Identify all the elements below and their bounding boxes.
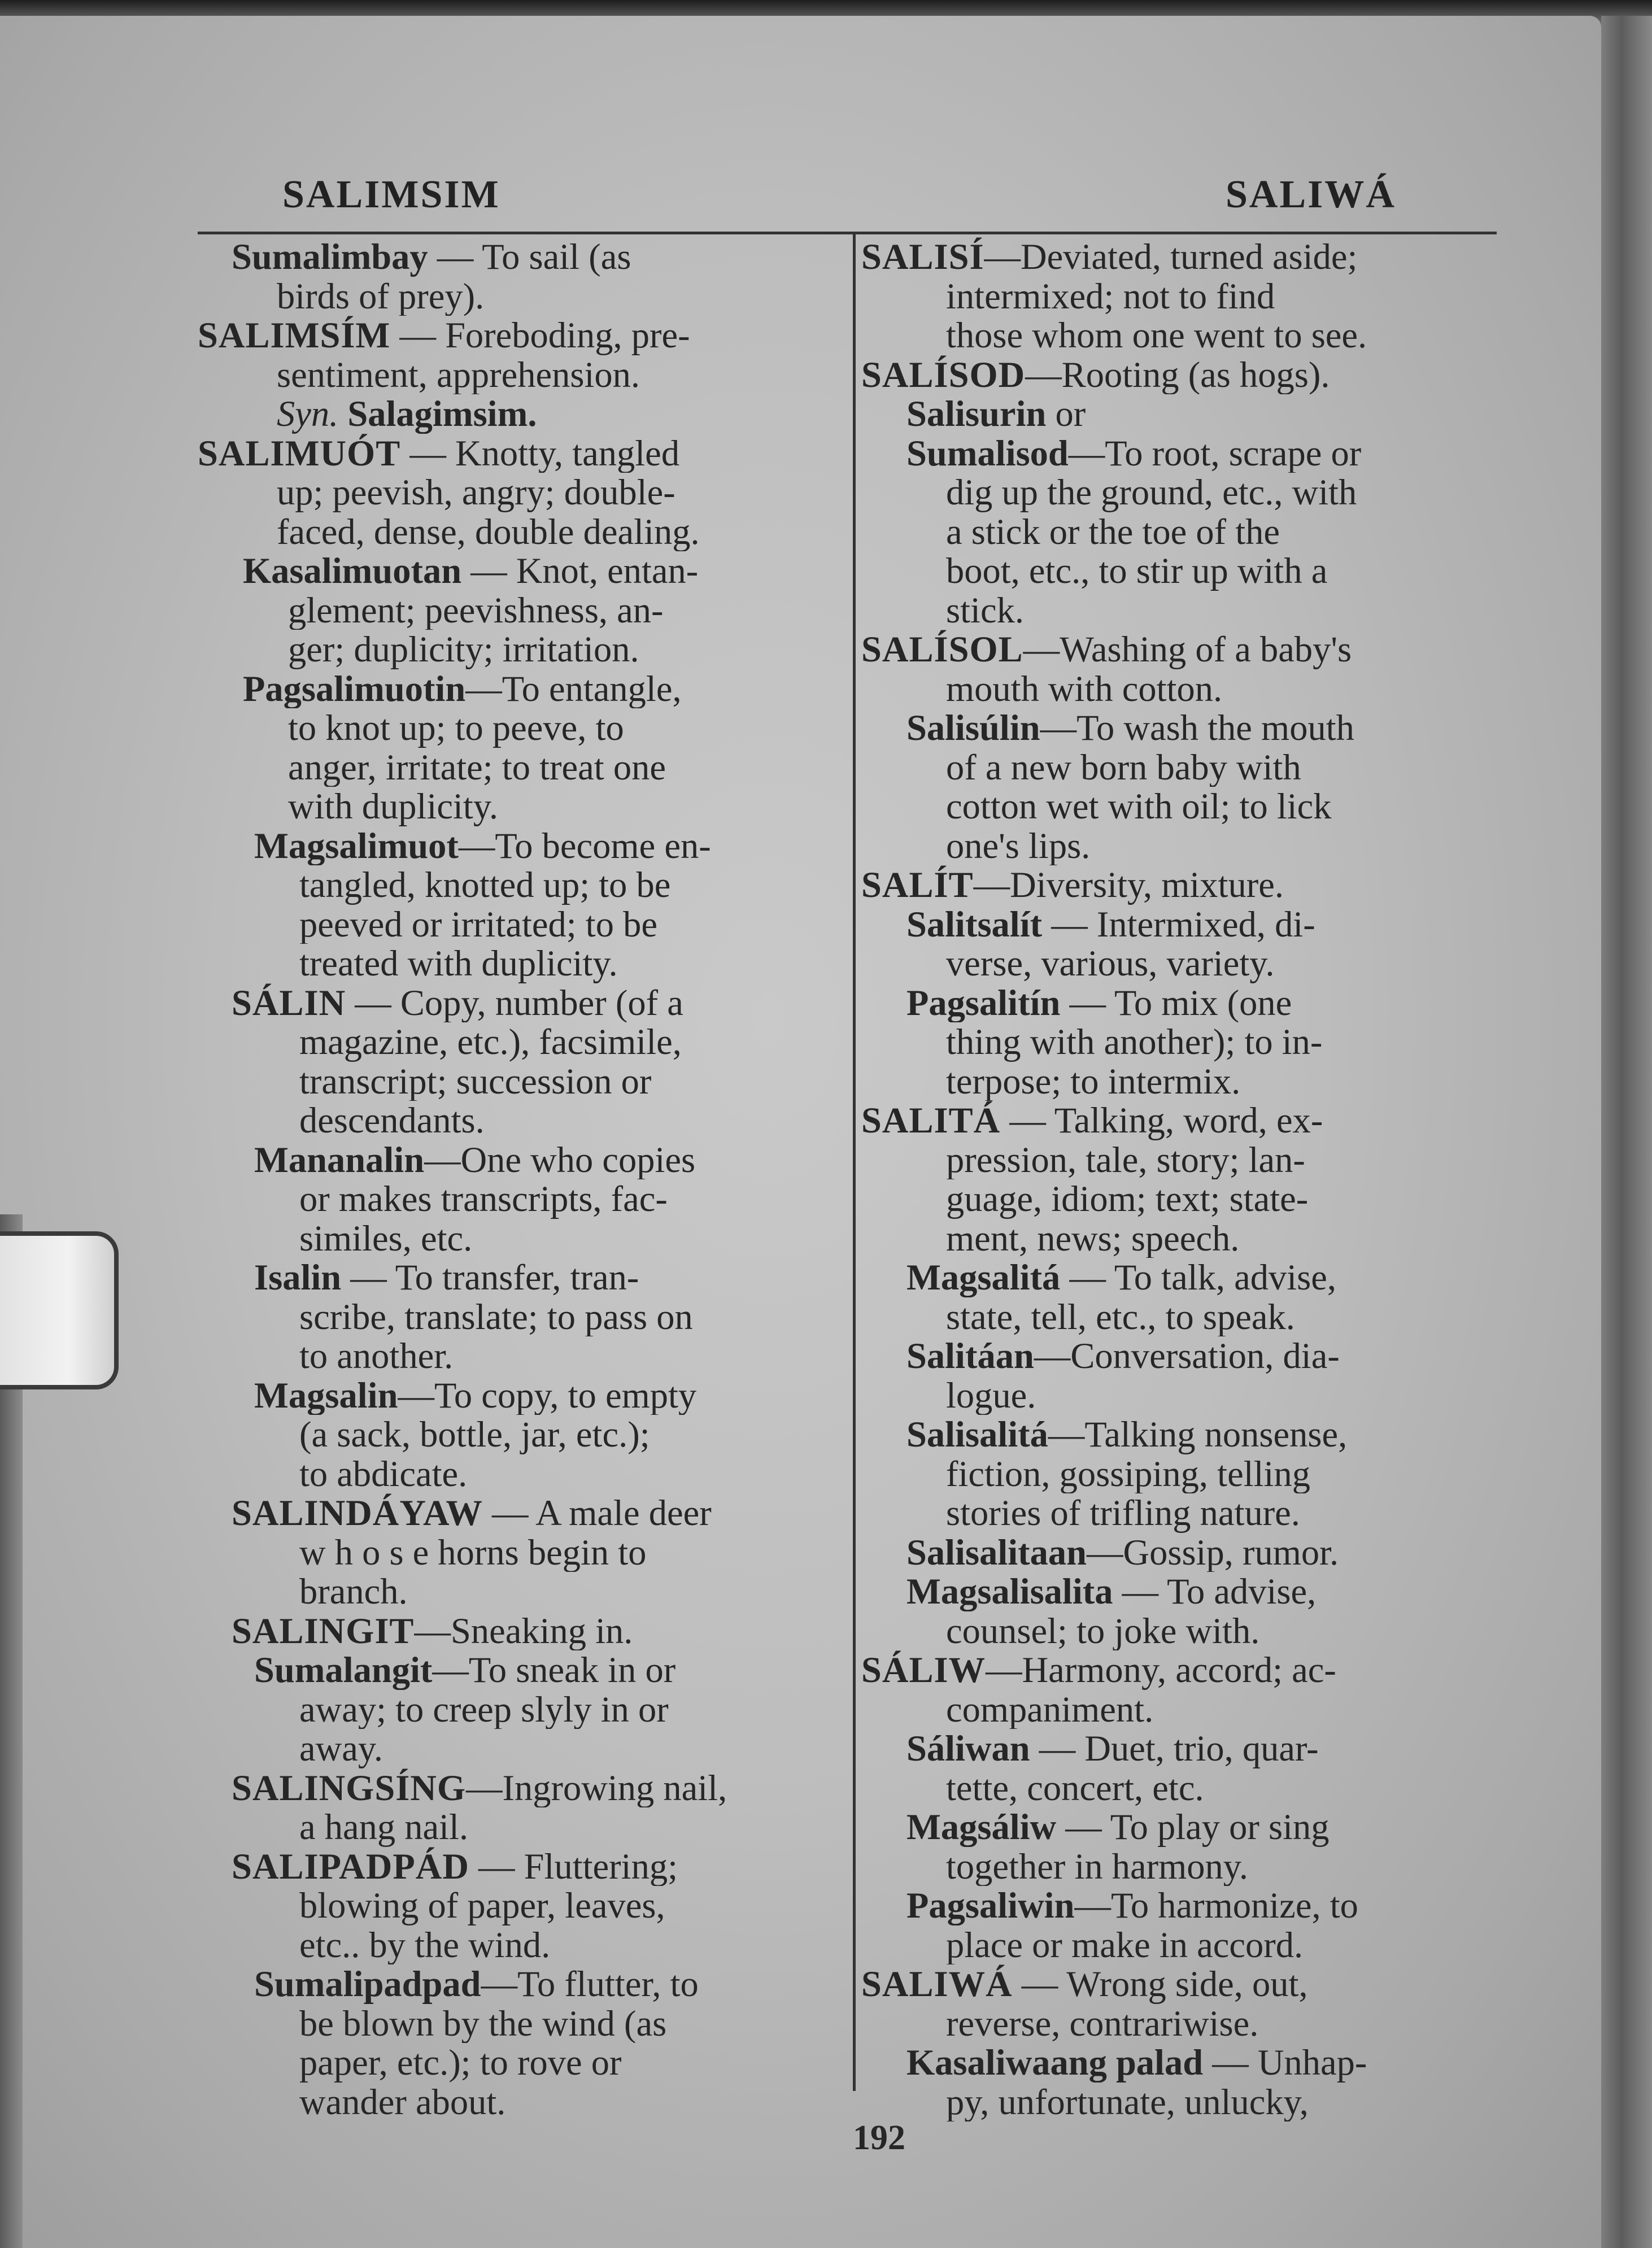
headword: SALIPADPÁD [232,1846,469,1886]
definition-text: faced, dense, double dealing. [277,512,700,551]
definition-text: tette, concert, etc. [946,1768,1204,1807]
definition-text: — To transfer, tran- [341,1258,639,1297]
definition-text: dig up the ground, etc., with [946,473,1357,512]
definition-text: fiction, gossiping, telling [946,1454,1310,1493]
definition-text: —Gossip, rumor. [1087,1532,1339,1572]
entry-line [198,551,853,591]
headword: SALITÁ [861,1101,1001,1140]
entry-line [198,1768,853,1808]
definition-text: — To advise, [1113,1572,1317,1611]
definition-text: —To entangle, [465,669,682,708]
entry-line [198,1140,853,1180]
definition-text: ger; duplicity; irritation. [288,630,639,669]
subentry-word: Sumalimbay [232,237,428,277]
entry-line [861,1179,1511,1219]
entry-line [198,2043,853,2083]
definition-text: place or make in accord. [946,1925,1304,1964]
entry-line [861,434,1511,473]
definition-text: state, tell, etc., to speak. [946,1297,1295,1336]
entry-line [198,826,853,866]
definition-text: boot, etc., to stir up with a [946,551,1328,591]
definition-text: —Harmony, accord; ac- [986,1650,1336,1690]
entry-line [861,1415,1511,1454]
definition-text: or makes transcripts, fac- [299,1179,668,1219]
entry-line [861,1533,1511,1572]
entry-line [198,2004,853,2044]
entry-line [198,1297,853,1337]
subentry-word: Salitáan [906,1336,1034,1376]
definition-text: — Fluttering; [469,1846,678,1886]
definition-text: — Knotty, tangled [400,433,680,473]
entry-line [861,551,1511,591]
subentry-word: Salisurin [906,394,1047,434]
definition-text: magazine, etc.), facsimile, [299,1022,682,1062]
definition-text: away; to creep slyly in or [299,1689,669,1729]
entry-line [861,1140,1511,1180]
definition-text: companiment. [946,1689,1154,1729]
definition-text: stories of trifling nature. [946,1493,1300,1533]
entry-line [198,630,853,669]
entry-line [861,708,1511,748]
definition-text: guage, idiom; text; state- [946,1179,1309,1219]
entry-line [198,1022,853,1062]
entry-line [861,2083,1511,2122]
definition-text: up; peevish, angry; double- [277,473,675,512]
headword: SALISÍ [861,237,984,277]
definition-text: verse, various, variety. [946,944,1275,983]
entry-line [861,1925,1511,1965]
entry-line [861,394,1511,434]
definition-text: — Wrong side, out, [1012,1964,1308,2004]
entry-line [861,944,1511,983]
entry-line [861,1219,1511,1258]
entry-line [198,1886,853,1925]
definition-text: descendants. [299,1101,485,1140]
definition-text: — Knot, entan- [461,551,699,591]
subentry-word: Magsalitá [906,1258,1061,1297]
definition-text: to abdicate. [299,1454,468,1493]
definition-text: pression, tale, story; lan- [946,1140,1305,1179]
entry-line [198,1533,853,1572]
entry-line [861,1336,1511,1376]
definition-text: —Rooting (as hogs). [1025,355,1330,394]
headword: SALÍT [861,865,974,905]
entry-line [861,1690,1511,1729]
subentry-word: Sumalisod [906,433,1069,473]
definition-text: —Talking nonsense, [1048,1415,1348,1454]
definition-text: one's lips. [946,826,1091,865]
definition-text: ment, news; speech. [946,1218,1240,1258]
subentry-word: Kasaliwaang palad [906,2043,1204,2083]
entry-line [198,1101,853,1140]
definition-text: —To copy, to empty [398,1375,697,1415]
entry-line [198,708,853,748]
subentry-word: Pagsalimuotin [243,669,466,708]
entry-line [198,1807,853,1847]
definition-text: py, unfortunate, unlucky, [946,2082,1309,2121]
subentry-word: Pagsaliwin [906,1886,1075,1925]
entry-line [861,277,1511,316]
definition-text: away. [299,1729,383,1768]
entry-line [198,669,853,709]
entry-line [861,826,1511,866]
definition-text: —Diversity, mixture. [973,865,1284,905]
entry-line [861,1101,1511,1140]
entry-line [861,1886,1511,1925]
definition-text: — Talking, word, ex- [1000,1101,1323,1140]
entry-line [861,1376,1511,1415]
definition-text: logue. [946,1375,1036,1415]
definition-text: glement; peevishness, an- [288,590,664,630]
definition-text: paper, etc.); to rove or [299,2043,622,2083]
subentry-word: Magsalin [254,1375,398,1415]
entry-line [861,905,1511,944]
definition-text: birds of prey). [277,276,485,316]
entry-line [198,983,853,1023]
definition-text: a stick or the toe of the [946,512,1280,551]
entry-line [198,1493,853,1533]
definition-text: counsel; to joke with. [946,1611,1260,1650]
definition-text: treated with duplicity. [299,944,618,983]
entry-line [198,1572,853,1611]
entry-line [198,748,853,787]
subentry-word: Sumalangit [254,1650,433,1690]
entry-line [861,1964,1511,2004]
entry-line [861,1847,1511,1887]
entry-line [198,1219,853,1258]
definition-text: tangled, knotted up; to be [299,865,671,905]
entry-line [861,2043,1511,2083]
left-column [198,237,853,2121]
headword: SALIMUÓT [198,433,401,473]
column-divider [853,233,856,2091]
definition-text: terpose; to intermix. [946,1061,1241,1101]
entry-line [198,512,853,552]
subentry-word: Magsalimuot [254,826,459,865]
definition-text: to another. [299,1336,454,1376]
definition-text: —Deviated, turned aside; [984,237,1358,277]
definition-text: a hang nail. [299,1807,469,1847]
entry-line [861,1572,1511,1611]
entry-line [198,1258,853,1297]
definition-text: —To sneak in or [432,1650,676,1690]
definition-text: — Foreboding, pre- [390,316,690,355]
entry-line [198,1650,853,1690]
subentry-word: Magsáliw [906,1807,1057,1847]
entry-line [861,1493,1511,1533]
entry-line [198,905,853,944]
definition-text: reverse, contrariwise. [946,2003,1259,2043]
subentry-word: Pagsalitín [906,983,1061,1022]
entry-line [861,1258,1511,1297]
definition-text: —Sneaking in. [414,1611,633,1650]
entry-line [861,669,1511,709]
subentry-word: Salagimsim. [338,394,537,434]
entry-line [861,630,1511,669]
entry-line [198,1690,853,1729]
entry-line [198,2083,853,2122]
definition-text: — To talk, advise, [1060,1258,1337,1297]
definition-text: —To flutter, to [481,1964,699,2004]
definition-text: similes, etc. [299,1218,473,1258]
header-rule [198,232,1497,234]
subentry-word: Salisúlin [906,708,1040,748]
entry-line [198,394,853,434]
subentry-word: Salisalitá [906,1415,1048,1454]
entry-line [861,1768,1511,1808]
definition-text: those whom one went to see. [946,316,1367,355]
definition-text: — Unhap- [1203,2043,1367,2083]
definition-text: (a sack, bottle, jar, etc.); [299,1415,650,1454]
definition-text: stick. [946,590,1024,630]
entry-line [861,2004,1511,2044]
definition-text: wander about. [299,2082,506,2121]
definition-text: —To harmonize, to [1074,1886,1358,1925]
definition-text: —To root, scrape or [1068,433,1362,473]
definition-text: to knot up; to peeve, to [288,708,624,748]
entry-line [861,1062,1511,1101]
entry-line [198,434,853,473]
definition-text: transcript; succession or [299,1061,652,1101]
definition-text: of a new born baby with [946,747,1301,787]
definition-text: branch. [299,1572,408,1611]
headword: SALINGSÍNG [232,1768,467,1807]
headword: SALINDÁYAW [232,1493,483,1533]
subentry-word: Kasalimuotan [243,551,462,591]
definition-text: —To wash the mouth [1040,708,1354,748]
entry-line [198,1847,853,1887]
running-head-left: SALIMSIM [282,173,500,216]
subentry-word: Magsalisalita [906,1572,1113,1611]
definition-text: —Ingrowing nail, [466,1768,727,1807]
entry-line [198,1415,853,1454]
entry-line [861,237,1511,277]
entry-line [198,1454,853,1494]
entry-line [198,865,853,905]
subentry-word: Salisalitaan [906,1532,1087,1572]
definition-text: mouth with cotton. [946,669,1223,708]
definition-text: blowing of paper, leaves, [299,1886,665,1925]
headword: SALIMSÍM [198,316,391,355]
definition-text: be blown by the wind (as [299,2003,667,2043]
headword: SALÍSOD [861,355,1026,394]
definition-text: together in harmony. [946,1846,1248,1886]
entry-line [861,1729,1511,1768]
entry-line [198,355,853,395]
definition-text: — Duet, trio, quar- [1030,1729,1319,1768]
definition-text: with duplicity. [288,787,499,826]
definition-text: —To become en- [458,826,711,865]
definition-text: — To mix (one [1060,983,1292,1022]
headword: SÁLIN [232,983,346,1022]
synonym-label: Syn. [277,394,339,434]
entry-line [861,473,1511,512]
entry-line [861,591,1511,630]
definition-text: — To sail (as [428,237,631,277]
entry-line [861,316,1511,355]
definition-text: etc.. by the wind. [299,1925,551,1964]
headword: SÁLIW [861,1650,986,1690]
entry-line [861,1297,1511,1337]
headword: SALÍSOL [861,630,1023,669]
subentry-word: Mananalin [254,1140,425,1179]
definition-text: or [1046,394,1086,434]
entry-line [861,1807,1511,1847]
definition-text: — A male deer [482,1493,712,1533]
entry-line [861,1611,1511,1651]
definition-text: — To play or sing [1056,1807,1330,1847]
definition-text: sentiment, apprehension. [277,355,640,394]
headword: SALIWÁ [861,1964,1013,2004]
definition-text: —Conversation, dia- [1034,1336,1340,1376]
right-column [861,237,1511,2121]
entry-line [861,1454,1511,1494]
bookmark-tab [0,1231,119,1389]
definition-text: anger, irritate; to treat one [288,747,666,787]
definition-text: — Intermixed, di- [1042,904,1315,944]
entry-line [198,787,853,826]
entry-line [861,355,1511,395]
entry-line [861,512,1511,552]
entry-line [198,237,853,277]
entry-line [861,1022,1511,1062]
entry-line [198,1964,853,2004]
headword: SALINGIT [232,1611,415,1650]
entry-line [861,1650,1511,1690]
definition-text: cotton wet with oil; to lick [946,787,1332,826]
definition-text: peeved or irritated; to be [299,904,657,944]
entry-line [198,1376,853,1415]
entry-line [861,865,1511,905]
entry-line [198,1179,853,1219]
entry-line [198,277,853,316]
definition-text: intermixed; not to find [946,276,1275,316]
definition-text: —Washing of a baby's [1023,630,1352,669]
entry-line [198,1925,853,1965]
definition-text: thing with another); to in- [946,1022,1323,1062]
subentry-word: Sáliwan [906,1729,1030,1768]
definition-text: w h o s e horns begin to [299,1532,647,1572]
entry-line [198,944,853,983]
entry-line [198,1336,853,1376]
entry-line [198,1611,853,1651]
entry-line [198,316,853,355]
subentry-word: Salitsalít [906,904,1043,944]
page-edge [1601,16,1652,2248]
entry-line [198,1062,853,1101]
entry-line [861,787,1511,826]
subentry-word: Sumalipadpad [254,1964,481,2004]
entry-line [198,473,853,512]
entry-line [861,748,1511,787]
page-number: 192 [853,2119,905,2157]
running-head-right: SALIWÁ [1226,173,1396,216]
definition-text: —One who copies [424,1140,696,1179]
definition-text: scribe, translate; to pass on [299,1297,693,1336]
definition-text: — Copy, number (of a [346,983,683,1022]
entry-line [198,591,853,630]
entry-line [861,983,1511,1023]
subentry-word: Isalin [254,1258,342,1297]
entry-line [198,1729,853,1768]
